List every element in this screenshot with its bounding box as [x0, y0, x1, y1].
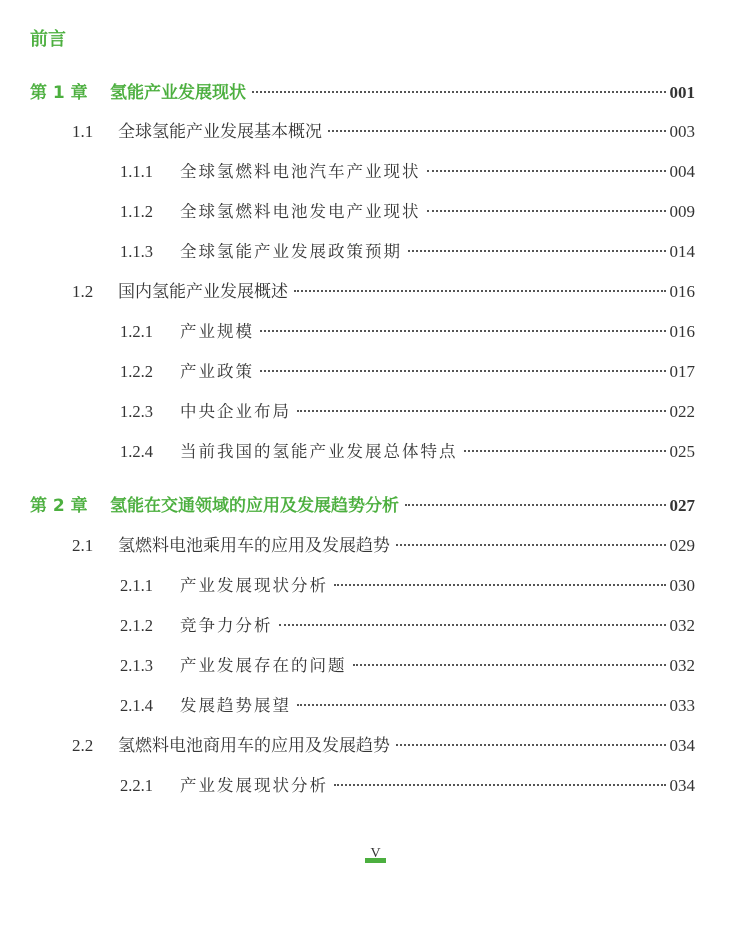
toc-entry-number: 2.1.1	[120, 576, 153, 595]
toc-entry-page: 016	[669, 282, 695, 301]
toc-entry-number: 2.2	[72, 736, 94, 755]
toc-entry-page: 033	[669, 696, 695, 715]
toc-entry-title: 全球氢能产业发展基本概况	[118, 122, 322, 142]
dot-leader	[396, 744, 666, 746]
toc-entry-page: 025	[669, 442, 695, 461]
toc-entry-number: 1.1.3	[120, 242, 153, 261]
dot-leader	[427, 210, 666, 212]
toc-entry-section-2-1[interactable]	[72, 533, 695, 559]
toc-entry-page: 022	[669, 402, 695, 421]
toc-entry-title: 发展趋势展望	[180, 696, 291, 715]
toc-entry-sub-2-2-1[interactable]	[120, 773, 695, 799]
toc-entry-page: 004	[669, 162, 695, 181]
toc-entry-number: 2.1.3	[120, 656, 153, 675]
toc-entry-sub-1-2-3[interactable]	[120, 399, 695, 425]
toc-entry-number: 1.2.2	[120, 362, 153, 381]
toc-entry-number: 1.2.1	[120, 322, 153, 341]
toc-entry-number: 1.2.4	[120, 442, 153, 461]
dot-leader	[334, 584, 666, 586]
toc-entry-sub-1-1-3[interactable]	[120, 239, 695, 265]
toc-entry-page: 001	[669, 83, 695, 102]
toc-entry-title: 氢燃料电池商用车的应用及发展趋势	[118, 736, 390, 756]
dot-leader	[297, 704, 666, 706]
dot-leader	[334, 784, 666, 786]
toc-entry-section-1-1[interactable]	[72, 119, 695, 145]
dot-leader	[408, 250, 666, 252]
toc-entry-title: 全球氢能产业发展政策预期	[180, 242, 402, 261]
toc-entry-number: 1.2.3	[120, 402, 153, 421]
toc-entry-sub-2-1-2[interactable]	[120, 613, 695, 639]
toc-entry-number: 1.1.2	[120, 202, 153, 221]
toc-entry-page: 034	[669, 736, 695, 755]
toc-entry-title: 产业规模	[180, 322, 254, 341]
toc-entry-sub-2-1-3[interactable]	[120, 653, 695, 679]
toc-entry-page: 029	[669, 536, 695, 555]
toc-entry-page: 027	[669, 496, 695, 515]
toc-entry-sub-1-2-4[interactable]	[120, 439, 695, 465]
toc-entry-section-2-2[interactable]	[72, 733, 695, 759]
dot-leader	[328, 130, 666, 132]
toc-entry-page: 030	[669, 576, 695, 595]
toc-entry-sub-2-1-4[interactable]	[120, 693, 695, 719]
page-folio	[0, 842, 751, 861]
toc-entry-title: 产业政策	[180, 362, 254, 381]
toc-entry-number: 第 2 章	[30, 496, 88, 516]
toc-entry-sub-1-1-1[interactable]	[120, 159, 695, 185]
toc-entry-number: 1.1.1	[120, 162, 153, 181]
dot-leader	[260, 370, 666, 372]
toc-entry-page: 032	[669, 656, 695, 675]
toc-entry-title: 氢能在交通领域的应用及发展趋势分析	[110, 496, 399, 516]
toc-entry-page: 016	[669, 322, 695, 341]
toc-entry-chapter-1[interactable]	[30, 80, 695, 106]
toc-entry-number: 第 1 章	[30, 83, 88, 103]
toc-entry-title: 全球氢燃料电池发电产业现状	[180, 202, 421, 221]
toc-entry-title: 产业发展存在的问题	[180, 656, 347, 675]
toc-entry-section-1-2[interactable]	[72, 279, 695, 305]
preface-heading: 前言	[30, 29, 66, 50]
toc-entry-title: 中央企业布局	[180, 402, 291, 421]
toc-entry-page: 003	[669, 122, 695, 141]
toc-entry-sub-1-1-2[interactable]	[120, 199, 695, 225]
dot-leader	[353, 664, 666, 666]
toc-entry-title: 氢燃料电池乘用车的应用及发展趋势	[118, 536, 390, 556]
toc-entry-title: 产业发展现状分析	[180, 576, 328, 595]
dot-leader	[252, 91, 666, 93]
toc-entry-sub-1-2-1[interactable]	[120, 319, 695, 345]
toc-entry-number: 2.1.4	[120, 696, 153, 715]
dot-leader	[297, 410, 666, 412]
dot-leader	[260, 330, 666, 332]
folio-number: V	[370, 846, 381, 861]
dot-leader	[294, 290, 666, 292]
toc-entry-number: 1.1	[72, 122, 94, 141]
toc-entry-chapter-2[interactable]	[30, 493, 695, 519]
folio-marker	[367, 842, 383, 861]
toc-entry-number: 2.1.2	[120, 616, 153, 635]
toc-entry-title: 当前我国的氢能产业发展总体特点	[180, 442, 458, 461]
toc-entry-title: 国内氢能产业发展概述	[118, 282, 288, 302]
toc-entry-title: 氢能产业发展现状	[110, 83, 246, 103]
toc-entry-title: 全球氢燃料电池汽车产业现状	[180, 162, 421, 181]
toc-entry-page: 032	[669, 616, 695, 635]
dot-leader	[405, 504, 666, 506]
toc-entry-page: 014	[669, 242, 695, 261]
dot-leader	[396, 544, 666, 546]
toc-entry-page: 034	[669, 776, 695, 795]
toc-entry-title: 产业发展现状分析	[180, 776, 328, 795]
toc-entry-number: 1.2	[72, 282, 94, 301]
dot-leader	[427, 170, 666, 172]
dot-leader	[279, 624, 666, 626]
toc-entry-title: 竞争力分析	[180, 616, 273, 635]
toc-entry-page: 017	[669, 362, 695, 381]
toc-entry-number: 2.2.1	[120, 776, 153, 795]
dot-leader	[464, 450, 666, 452]
toc-entry-page: 009	[669, 202, 695, 221]
toc-entry-number: 2.1	[72, 536, 94, 555]
toc-entry-sub-1-2-2[interactable]	[120, 359, 695, 385]
toc-entry-sub-2-1-1[interactable]	[120, 573, 695, 599]
